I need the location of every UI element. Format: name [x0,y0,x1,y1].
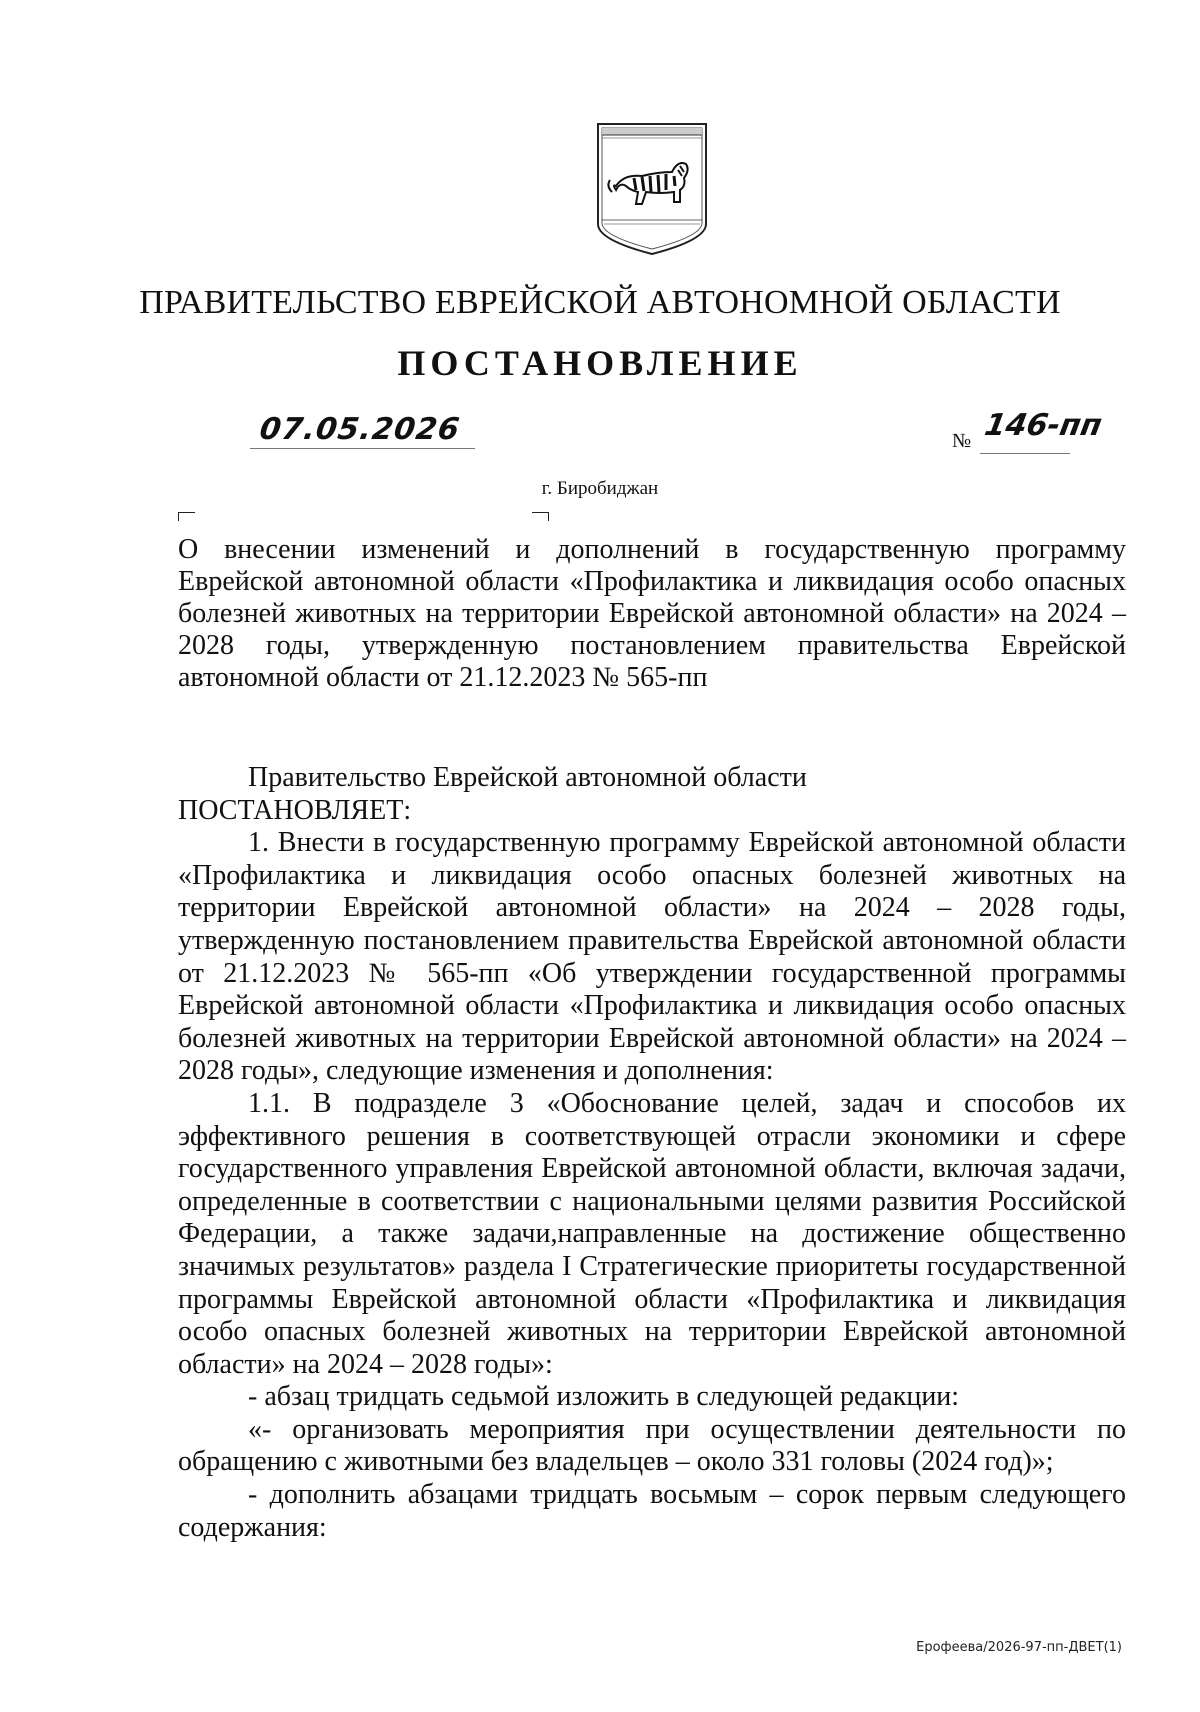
paragraph: - дополнить абзацами тридцать восьмым – сорок первым следующего содержания: [178,1479,1126,1543]
organization-name: ПРАВИТЕЛЬСТВО ЕВРЕЙСКОЙ АВТОНОМНОЙ ОБЛАСТИ [139,284,1061,321]
document-title: О внесении изменений и дополнений в государственную программу Еврейской автономной области «Профилактика и ликвидация особо опасных болезней животных на территории Еврейской автономной области» на 2024 – 2028 годы, утвержденную постановлением правительства Еврейской автономной области от 21.12.2023 № 565-пп [178,534,1126,693]
paragraph: - абзац тридцать седьмой изложить в следующей редакции: [248,1381,960,1413]
document-body [178,762,1126,1544]
preamble: Правительство Еврейской автономной области [248,762,807,793]
paragraph: 1.1. В подразделе 3 «Обоснование целей, задач и способов их эффективного решения в соответствующей отрасли экономики и сфере государственного управления Еврейской автономной области, включая задачи, определенные в соответствии с национальными целями развития Российской Федерации, а также задачи,направленные на достижение общественно значимых результатов» раздела I Стратегические приоритеты государственной программы Еврейской автономной области «Профилактика и ликвидация особо опасных болезней животных на территории Еврейской автономной области» на 2024 – 2028 годы»: [178,1087,1126,1380]
footer-reference: Ерофеева/2026-97-пп-ДВЕТ(1) [916,1640,1122,1655]
number-underline [980,453,1070,454]
paragraph: «- организовать мероприятия при осуществлении деятельности по обращению с животными без владельцев – около 331 головы (2024 год)»; [178,1413,1126,1478]
title-bracket-left [178,512,195,521]
resolve-heading: ПОСТАНОВЛЯЕТ: [178,794,412,826]
date-underline [250,448,475,449]
document-number: 146-пп [981,408,1105,443]
paragraph: 1. Внести в государственную программу Еврейской автономной области «Профилактика и ликвидация особо опасных болезней животных на территории Еврейской автономной области» на 2024 – 2028 годы, утвержденную постановлением правительства Еврейской автономной области от 21.12.2023 № 565-пп «Об утверждении государственной программы Еврейской автономной области «Профилактика и ликвидация особо опасных болезней животных на территории Еврейской автономной области» на 2024 – 2028 годы», следующие изменения и дополнения: [178,827,1126,1087]
title-bracket-right [532,512,549,521]
coat-of-arms-tiger-icon [594,120,710,258]
city: г. Биробиджан [541,478,659,499]
document-type: ПОСТАНОВЛЕНИЕ [397,343,803,383]
number-sign: № [952,430,972,452]
document-date: 07.05.2026 [257,412,463,447]
